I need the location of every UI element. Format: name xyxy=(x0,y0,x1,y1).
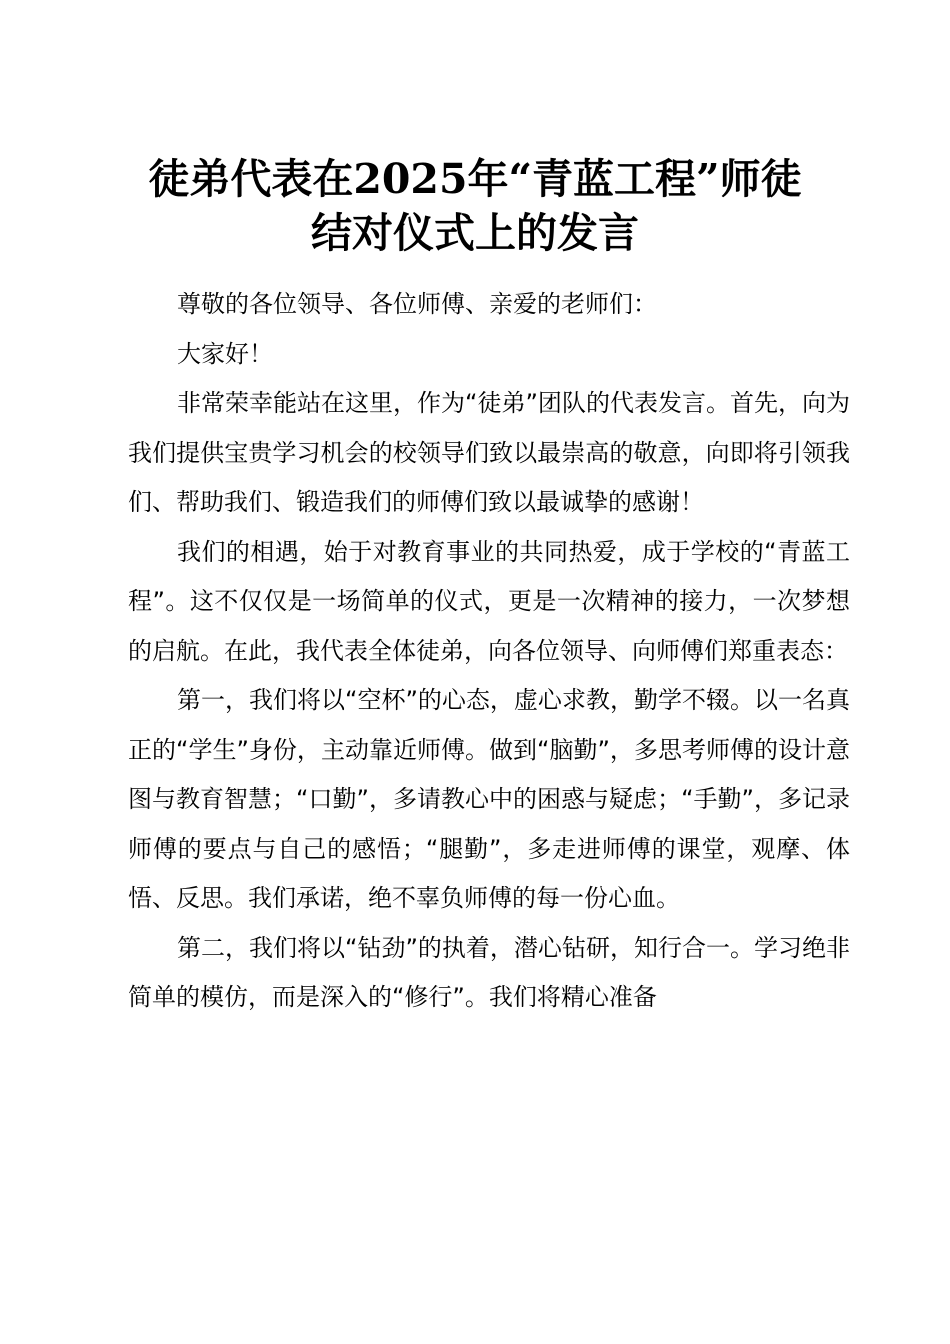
title-line-2: 结对仪式上的发言 xyxy=(311,209,639,257)
salutation-paragraph: 尊敬的各位领导、各位师傅、亲爱的老师们： xyxy=(177,290,657,318)
document-body xyxy=(128,280,850,1023)
body-paragraph: 非常荣幸能站在这里，作为“徒弟”团队的代表发言。首先，向为我们提供宝贵学习机会的校领导们致以最崇高的敬意，向即将引领我们、帮助我们、锻造我们的师傅们致以最诚挚的感谢！ xyxy=(128,389,850,516)
body-paragraph: 我们的相遇，始于对教育事业的共同热爱，成于学校的“青蓝工程”。这不仅仅是一场简单的仪式，更是一次精神的接力，一次梦想的启航。在此，我代表全体徒弟，向各位领导、向师傅们郑重表态： xyxy=(128,537,850,665)
document-title xyxy=(100,152,850,260)
body-paragraph: 第二，我们将以“钻劲”的执着，潜心钻研，知行合一。学习绝非简单的模仿，而是深入的“修行”。我们将精心准备 xyxy=(128,933,850,1011)
body-paragraph: 第一，我们将以“空杯”的心态，虚心求教，勤学不辍。以一名真正的“学生”身份，主动靠近师傅。做到“脑勤”，多思考师傅的设计意图与教育智慧；“口勤”，多请教心中的困惑与疑虑；“手勤”，多记录师傅的要点与自己的感悟；“腿勤”，多走进师傅的课堂，观摩、体悟、反思。我们承诺，绝不辜负师傅的每一份心血。 xyxy=(128,686,850,912)
title-line-1: 徒弟代表在2025年“青蓝工程”师徒 xyxy=(148,155,802,203)
greeting-paragraph: 大家好！ xyxy=(177,339,273,368)
